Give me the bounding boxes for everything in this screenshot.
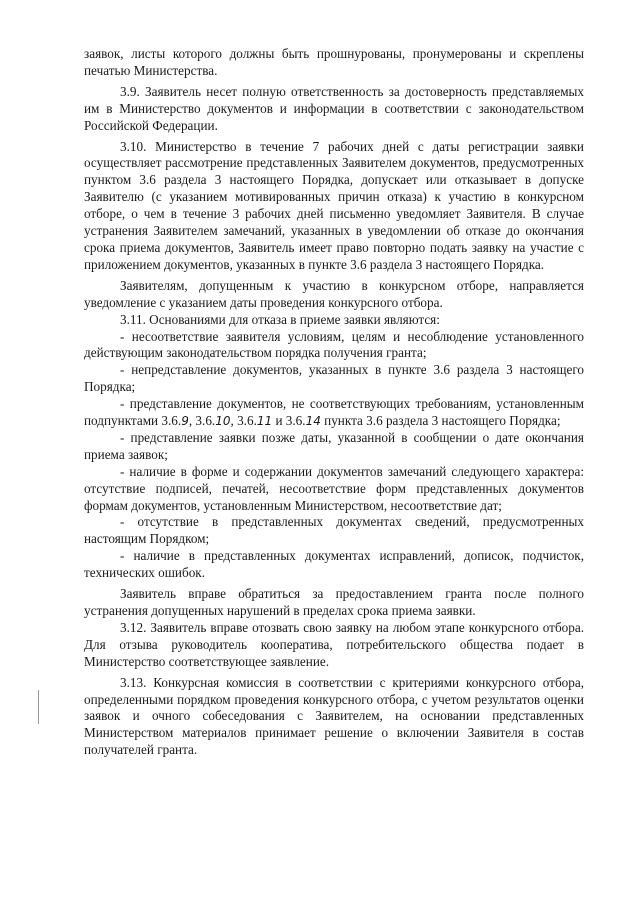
handwritten-number: 14 [305, 414, 321, 429]
refusal-3-separator: , 3.6. [230, 413, 257, 429]
paragraph-3-11: 3.11. Основаниями для отказа в приеме заявки являются: [120, 311, 440, 327]
paragraph-reapply: Заявитель вправе обратиться за предоставлением гранта после полного устранения допущенных нарушений в пределах срока приема заявки. [84, 586, 584, 618]
list-item-refusal-4: - представление заявки позже даты, указанной в сообщении о дате окончания приема заявок; [84, 429, 584, 462]
refusal-3-separator: , 3.6. [188, 413, 216, 429]
margin-pen-mark [38, 690, 39, 724]
refusal-3-separator: и 3.6. [272, 413, 306, 429]
paragraph-3-12: 3.12. Заявитель вправе отозвать свою заявку на любом этапе конкурсного отбора. Для отзыва руководитель кооператива, потребительского общества подает в Министерство соответствующее заявление. [84, 619, 584, 669]
list-item-refusal-7: - наличие в представленных документах исправлений, дописок, подчисток, технических ошибок. [84, 548, 584, 581]
list-item-refusal-3 [84, 396, 584, 430]
document-page [84, 46, 584, 759]
list-item-refusal-1: - несоответствие заявителя условиям, целям и несоблюдение установленного действующим законодательством порядка получения гранта; [84, 328, 584, 361]
refusal-3-tail: пункта 3.6 раздела 3 настоящего Порядка; [320, 413, 561, 429]
handwritten-number: 11 [256, 414, 273, 429]
list-item-refusal-6: - отсутствие в представленных документах сведений, предусмотренных настоящим Порядком; [84, 514, 584, 547]
handwritten-number: 10 [215, 414, 231, 429]
refusal-3-lead: - представление документов, не соответствующих требованиям, установленным подпунктами 3.6. [84, 396, 584, 429]
paragraph-admitted-notice: Заявителям, допущенным к участию в конкурсном отборе, направляется уведомление с указанием даты проведения конкурсного отбора. [84, 277, 584, 310]
list-item-refusal-2: - непредставление документов, указанных в пункте 3.6 раздела 3 настоящего Порядка; [84, 362, 584, 395]
paragraph-3-10: 3.10. Министерство в течение 7 рабочих дней с даты регистрации заявки осуществляет рассмотрение представленных Заявителем документов, предусмотренных пунктом 3.6 раздела 3 настоящего Порядка, допускает или отказывает в допуске Заявителю (с указанием мотивированных причин отказа) к участию в конкурсном отборе, о чем в течение 3 рабочих дней письменно уведомляет Заявителя. В случае устранения Заявителем замечаний, указанных в уведомлении об отказе до окончания срока приема документов, Заявитель имеет право повторно подать заявку на участие с приложением документов, указанных в пункте 3.6 раздела 3 настоящего Порядка. [84, 138, 584, 272]
paragraph-3-13: 3.13. Конкурсная комиссия в соответствии с критериями конкурсного отбора, определенными порядком проведения конкурсного отбора, с учетом результатов оценки заявок и очного собеседования с Заявителем, на основании представленных Министерством материалов принимает решение о включении Заявителя в состав получателей гранта. [84, 674, 584, 758]
list-item-refusal-5: - наличие в форме и содержании документов замечаний следующего характера: отсутствие подписей, печатей, несоответствие форм представленных документов формам документов, установленным Министерством, несоответствие дат; [84, 463, 584, 513]
handwritten-number: 9 [181, 414, 189, 429]
paragraph-continuation: заявок, листы которого должны быть прошнурованы, пронумерованы и скреплены печатью Министерства. [84, 46, 584, 78]
paragraph-3-9: 3.9. Заявитель несет полную ответственность за достоверность представляемых им в Министерство документов и информации в соответствии с законодательством Российской Федерации. [84, 83, 584, 133]
